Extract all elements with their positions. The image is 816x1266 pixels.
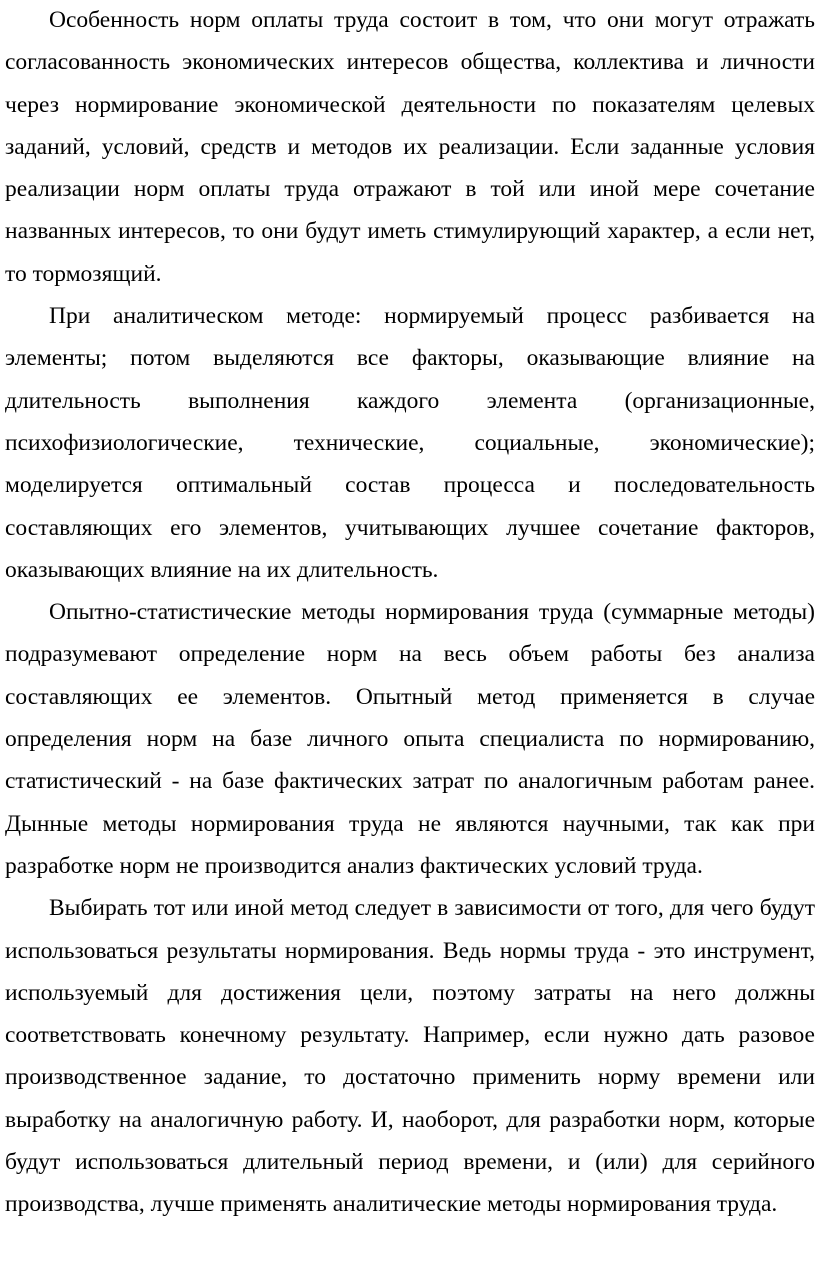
paragraph-statistical-methods: Опытно-статистические методы нормирования труда (суммарные методы) подразумевают определение норм на весь объем работы без анализа составляющих ее элементов. Опытный метод применяется в случае определения норм на базе личного опыта специалиста по нормированию, статистический - на базе фактических затрат по аналогичным работам ранее. Дынные методы нормирования труда не являются научными, так как при разработке норм не производится анализ фактических условий труда. — [5, 599, 815, 879]
paragraph-method-choice: Выбирать тот или иной метод следует в зависимости от того, для чего будут использоваться результаты нормирования. Ведь нормы труда - это инструмент, используемый для достижения цели, поэтому затраты на него должны соответствовать конечному результату. Например, если нужно дать разовое производственное задание, то достаточно применить норму времени или выработку на аналогичную работу. И, наоборот, для разработки норм, которые будут использоваться длительный период времени, и (или) для серийного производства, лучше применять аналитические методы нормирования труда. — [5, 895, 815, 1218]
paragraph-analytical-method: При аналитическом методе: нормируемый процесс разбивается на элементы; потом выделяются все факторы, оказывающие влияние на длительность выполнения каждого элемента (организационные, психофизиологические, технические, социальные, экономические); моделируется оптимальный состав процесса и последовательность составляющих его элементов, учитывающих лучшее сочетание факторов, оказывающих влияние на их длительность. — [5, 303, 815, 583]
paragraph-wage-norms: Особенность норм оплаты труда состоит в том, что они могут отражать согласованность экономических интересов общества, коллектива и личности через нормирование экономической деятельности по показателям целевых заданий, условий, средств и методов их реализации. Если заданные условия реализации норм оплаты труда отражают в той или иной мере сочетание названных интересов, то они будут иметь стимулирующий характер, а если нет, то тормозящий. — [5, 7, 815, 287]
document-page — [5, 0, 815, 1226]
